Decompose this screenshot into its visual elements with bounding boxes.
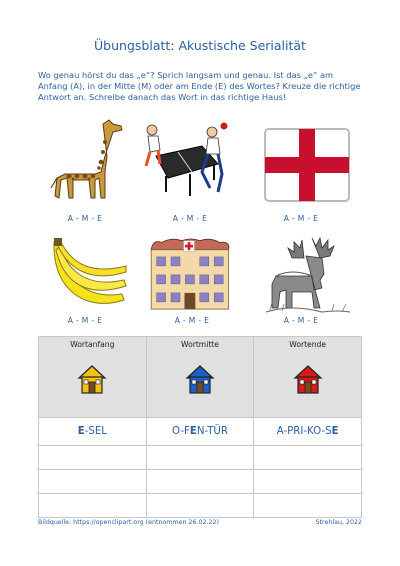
example-word-end: A-PRI-KO-SE — [254, 418, 362, 446]
answer-options: A - M - E — [174, 316, 210, 325]
house-label: Wortmitte — [181, 340, 219, 349]
page-title: Übungsblatt: Akustische Serialität — [94, 38, 306, 53]
house-column-start — [39, 337, 147, 418]
moose-icon — [262, 230, 352, 318]
instruction-text: Wo genau hörst du das „e“? Sprich langsam und genau. Ist das „e“ am Anfang (A), in der Mitte (M) oder am Ende (E) des Wortes? Kreuze die richtige Antwort an. Schreibe danach das Wort in das richtige Haus! — [38, 70, 361, 102]
houses-header-row — [39, 337, 362, 418]
answer-cell[interactable] — [146, 470, 254, 494]
blue-house-icon — [185, 363, 215, 395]
answer-options: A - M - E — [283, 214, 319, 223]
table-tennis-icon — [138, 116, 228, 204]
answer-cell[interactable] — [146, 494, 254, 518]
example-word-start: E-SEL — [39, 418, 147, 446]
house-column-end — [254, 337, 362, 418]
answer-cell[interactable] — [254, 470, 362, 494]
answer-cell[interactable] — [254, 494, 362, 518]
house-label: Wortanfang — [70, 340, 115, 349]
author-note: Strehlau, 2022 — [315, 519, 362, 526]
houses-table — [38, 336, 362, 518]
england-flag-icon — [262, 122, 352, 210]
answer-options: A - M - E — [67, 214, 103, 223]
answer-row — [39, 494, 362, 518]
answer-cell[interactable] — [146, 446, 254, 470]
answer-options: A - M - E — [67, 316, 103, 325]
answer-cell[interactable] — [39, 470, 147, 494]
answer-cell[interactable] — [39, 494, 147, 518]
yellow-house-icon — [77, 363, 107, 395]
answer-cell[interactable] — [39, 446, 147, 470]
answer-options: A - M - E — [283, 316, 319, 325]
example-row — [39, 418, 362, 446]
answer-row — [39, 470, 362, 494]
house-column-middle — [146, 337, 254, 418]
house-label: Wortende — [289, 340, 327, 349]
red-house-icon — [293, 363, 323, 395]
answer-row — [39, 446, 362, 470]
giraffe-icon — [43, 116, 133, 204]
example-word-middle: O-FEN-TÜR — [146, 418, 254, 446]
image-source-note: Bildquelle: https://openclipart.org (entnommen 26.02.22) — [38, 519, 219, 526]
hospital-icon — [144, 230, 234, 318]
answer-cell[interactable] — [254, 446, 362, 470]
bananas-icon — [44, 232, 134, 320]
answer-options: A - M - E — [172, 214, 208, 223]
